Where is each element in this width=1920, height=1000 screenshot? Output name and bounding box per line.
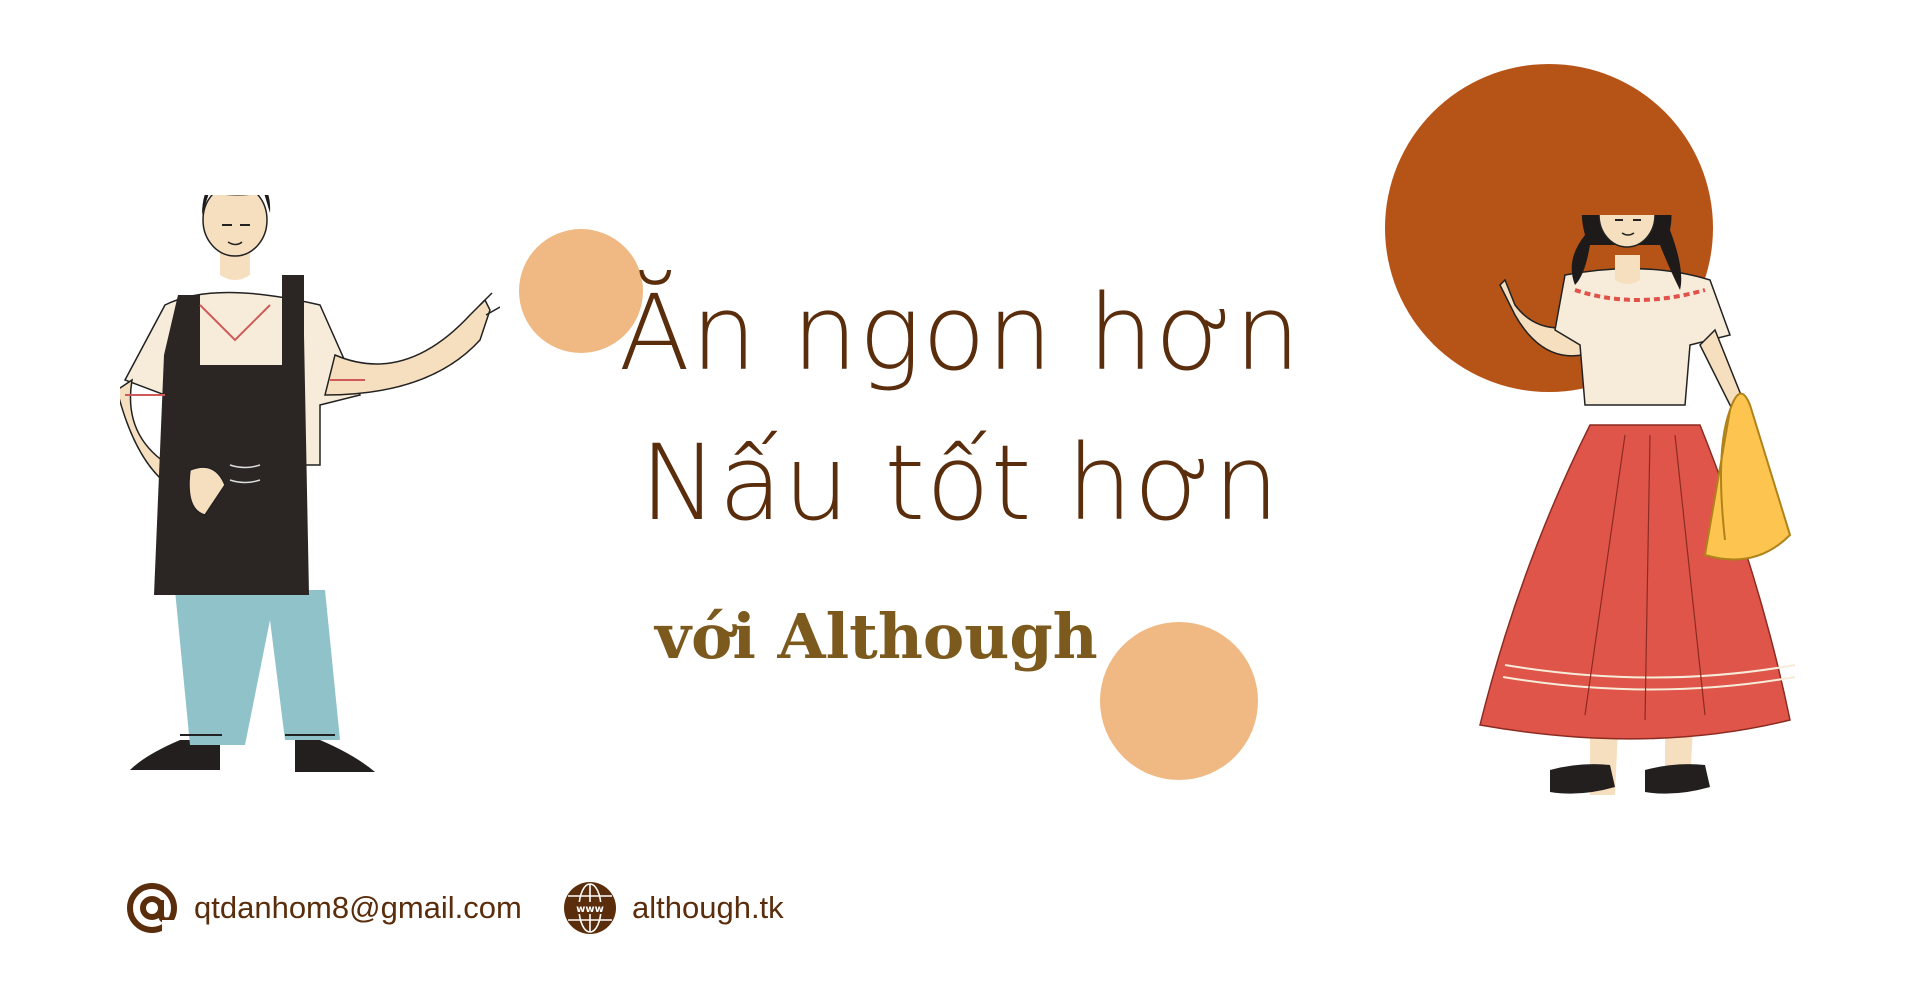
headline-line-2: Nấu tốt hơn (639, 422, 1281, 544)
contact-website[interactable] (562, 878, 784, 938)
woman-illustration (1475, 215, 1835, 795)
email-address[interactable]: qtdanhom8@gmail.com (194, 890, 522, 925)
contact-email[interactable] (124, 878, 522, 938)
at-sign-icon (124, 880, 180, 936)
globe-www-icon (562, 880, 618, 936)
tagline: với Although (655, 600, 1098, 673)
chef-man-illustration (120, 195, 500, 795)
headline (520, 258, 1400, 558)
headline-line-1: Ăn ngon hơn (618, 272, 1302, 394)
decorative-circle-bottom (1100, 622, 1258, 780)
website-link[interactable]: although.tk (632, 890, 784, 925)
svg-text:www: www (576, 904, 604, 915)
